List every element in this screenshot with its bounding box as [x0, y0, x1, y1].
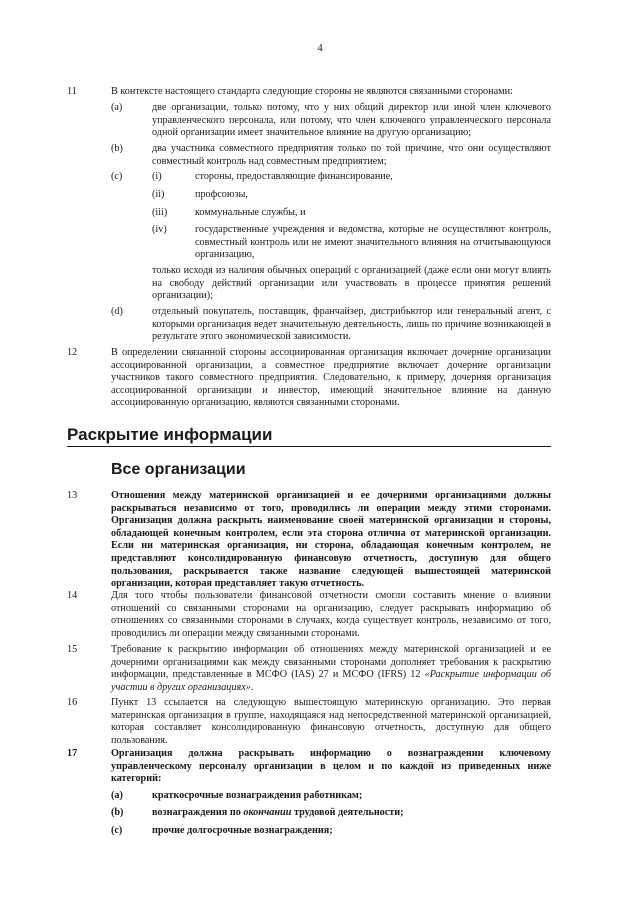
roman-label-iv: (iv) [152, 224, 167, 235]
paragraph-16-text: Пункт 13 ссылается на следующую вышестоящую материнскую организацию. Это первая материнская организация в группе, находящаяся над непосредственной материнской организацией, которая составляет консолидированную финансовую отчетность, доступную для общего пользования. [111, 697, 551, 746]
paragraph-number-16: 16 [67, 697, 78, 708]
item-text-11a: две организации, только потому, что у них общий директор или иной член ключевого управленческого персонала, или потому, что член ключевого управленческого персонала одной организации имеет значительное влияние на другую организацию; [152, 102, 551, 139]
item-label-11b: (b) [111, 143, 123, 154]
paragraph-number-14: 14 [67, 590, 78, 601]
paragraph-11-intro: В контексте настоящего стандарта следующие стороны не являются связанными сторонами: [111, 86, 513, 97]
item-17b-main: вознаграждения по [152, 807, 244, 818]
item-text-17c: прочие долгосрочные вознаграждения; [152, 825, 333, 836]
section-heading: Раскрытие информации [67, 425, 551, 447]
item-text-11b: два участника совместного предприятия только по той причине, что они осуществляют совместный контроль над совместным предприятием; [152, 143, 551, 167]
paragraph-15-main: Требование к раскрытию информации об отношениях между материнской организацией и ее дочерними организациями как между связанными сторонами дополняет требования к раскрытию информации, представленные в МСФО (IAS) 27 и МСФО (IFRS) 12 [111, 644, 551, 681]
item-text-17a: краткосрочные вознаграждения работникам; [152, 790, 363, 801]
paragraph-14-text: Для того чтобы пользователи финансовой отчетности смогли составить мнение о влиянии отношений со связанными сторонами на организацию, следует раскрывать информацию об отношениях со связанными сторонами в случаях, когда существует контроль, независимо от того, проводились ли операции между связанными сторонами. [111, 590, 551, 639]
roman-text-iv: государственные учреждения и ведомства, которые не осуществляют контроль, совместный контроль или не имеют значительного влияния на отчитывающуюся организацию, [195, 224, 551, 261]
item-text-17b [152, 807, 551, 820]
roman-text-i: стороны, предоставляющие финансирование, [195, 171, 393, 182]
paragraph-17-intro: Организация должна раскрывать информацию о вознаграждении ключевому управленческому персоналу организации в целом и по каждой из приведенных ниже категорий: [111, 748, 551, 785]
item-label-17b: (b) [111, 807, 124, 818]
paragraph-15-end: . [250, 681, 254, 693]
paragraph-number-17: 17 [67, 748, 78, 759]
roman-label-i: (i) [152, 171, 162, 182]
paragraph-number-15: 15 [67, 644, 78, 655]
paragraph-number-12: 12 [67, 347, 78, 358]
roman-text-iii: коммунальные службы, и [195, 207, 306, 218]
page-number: 4 [317, 42, 323, 54]
paragraph-13-text: Отношения между материнской организацией и ее дочерними организациями должны раскрываться независимо от того, проводились ли операции между этими сторонами. Организация должна раскрыть наименование своей материнской организации и стороны, обладающей конечным контролем, если эта сторона отлична от материнской организации. Если ни материнская организация, ни сторона, обладающая конечным контролем, не представляют консолидированную финансовую отчетность, доступную для общего пользования, раскрывается также название следующей вышестоящей материнской организации, которая представляет такую отчетность. [111, 490, 551, 590]
item-label-11d: (d) [111, 306, 123, 317]
item-label-17c: (c) [111, 825, 123, 836]
paragraph-number-11: 11 [67, 86, 77, 97]
item-17b-italic: окончании [243, 807, 292, 818]
item-text-11d: отдельный покупатель, поставщик, франчайзер, дистрибьютор или генеральный агент, с которыми организация ведет значительную деятельность, лишь по причине возникающей в результате этого экономической зависимости. [152, 306, 551, 343]
roman-label-ii: (ii) [152, 189, 165, 200]
item-label-11a: (a) [111, 102, 123, 113]
paragraph-12-text: В определении связанной стороны ассоциированная организация включает дочерние организации ассоциированной организации, а совместное предприятие включает дочерние организации участников такого совместного предприятия. Следовательно, к примеру, дочерняя организация ассоциированной организации и инвестор, имеющий значительное влияние на данную ассоциированную организацию, являются связанными сторонами. [111, 347, 551, 409]
item-17b-end: трудовой деятельности; [291, 807, 404, 818]
paragraph-15-italic: «Раскрытие информации об участии в других организациях» [111, 669, 551, 693]
item-label-11c: (c) [111, 171, 123, 182]
paragraph-number-13: 13 [67, 490, 78, 501]
roman-text-ii: профсоюзы, [195, 189, 248, 200]
item-label-17a: (a) [111, 790, 123, 801]
subsection-heading: Все организации [111, 461, 246, 478]
roman-label-iii: (iii) [152, 207, 168, 218]
paragraph-15-text [111, 644, 551, 694]
item-11c-tail: только исходя из наличия обычных операций с организацией (даже если они могут влиять на свободу действий организации или участвовать в процессе принятия решений организации); [152, 265, 551, 302]
